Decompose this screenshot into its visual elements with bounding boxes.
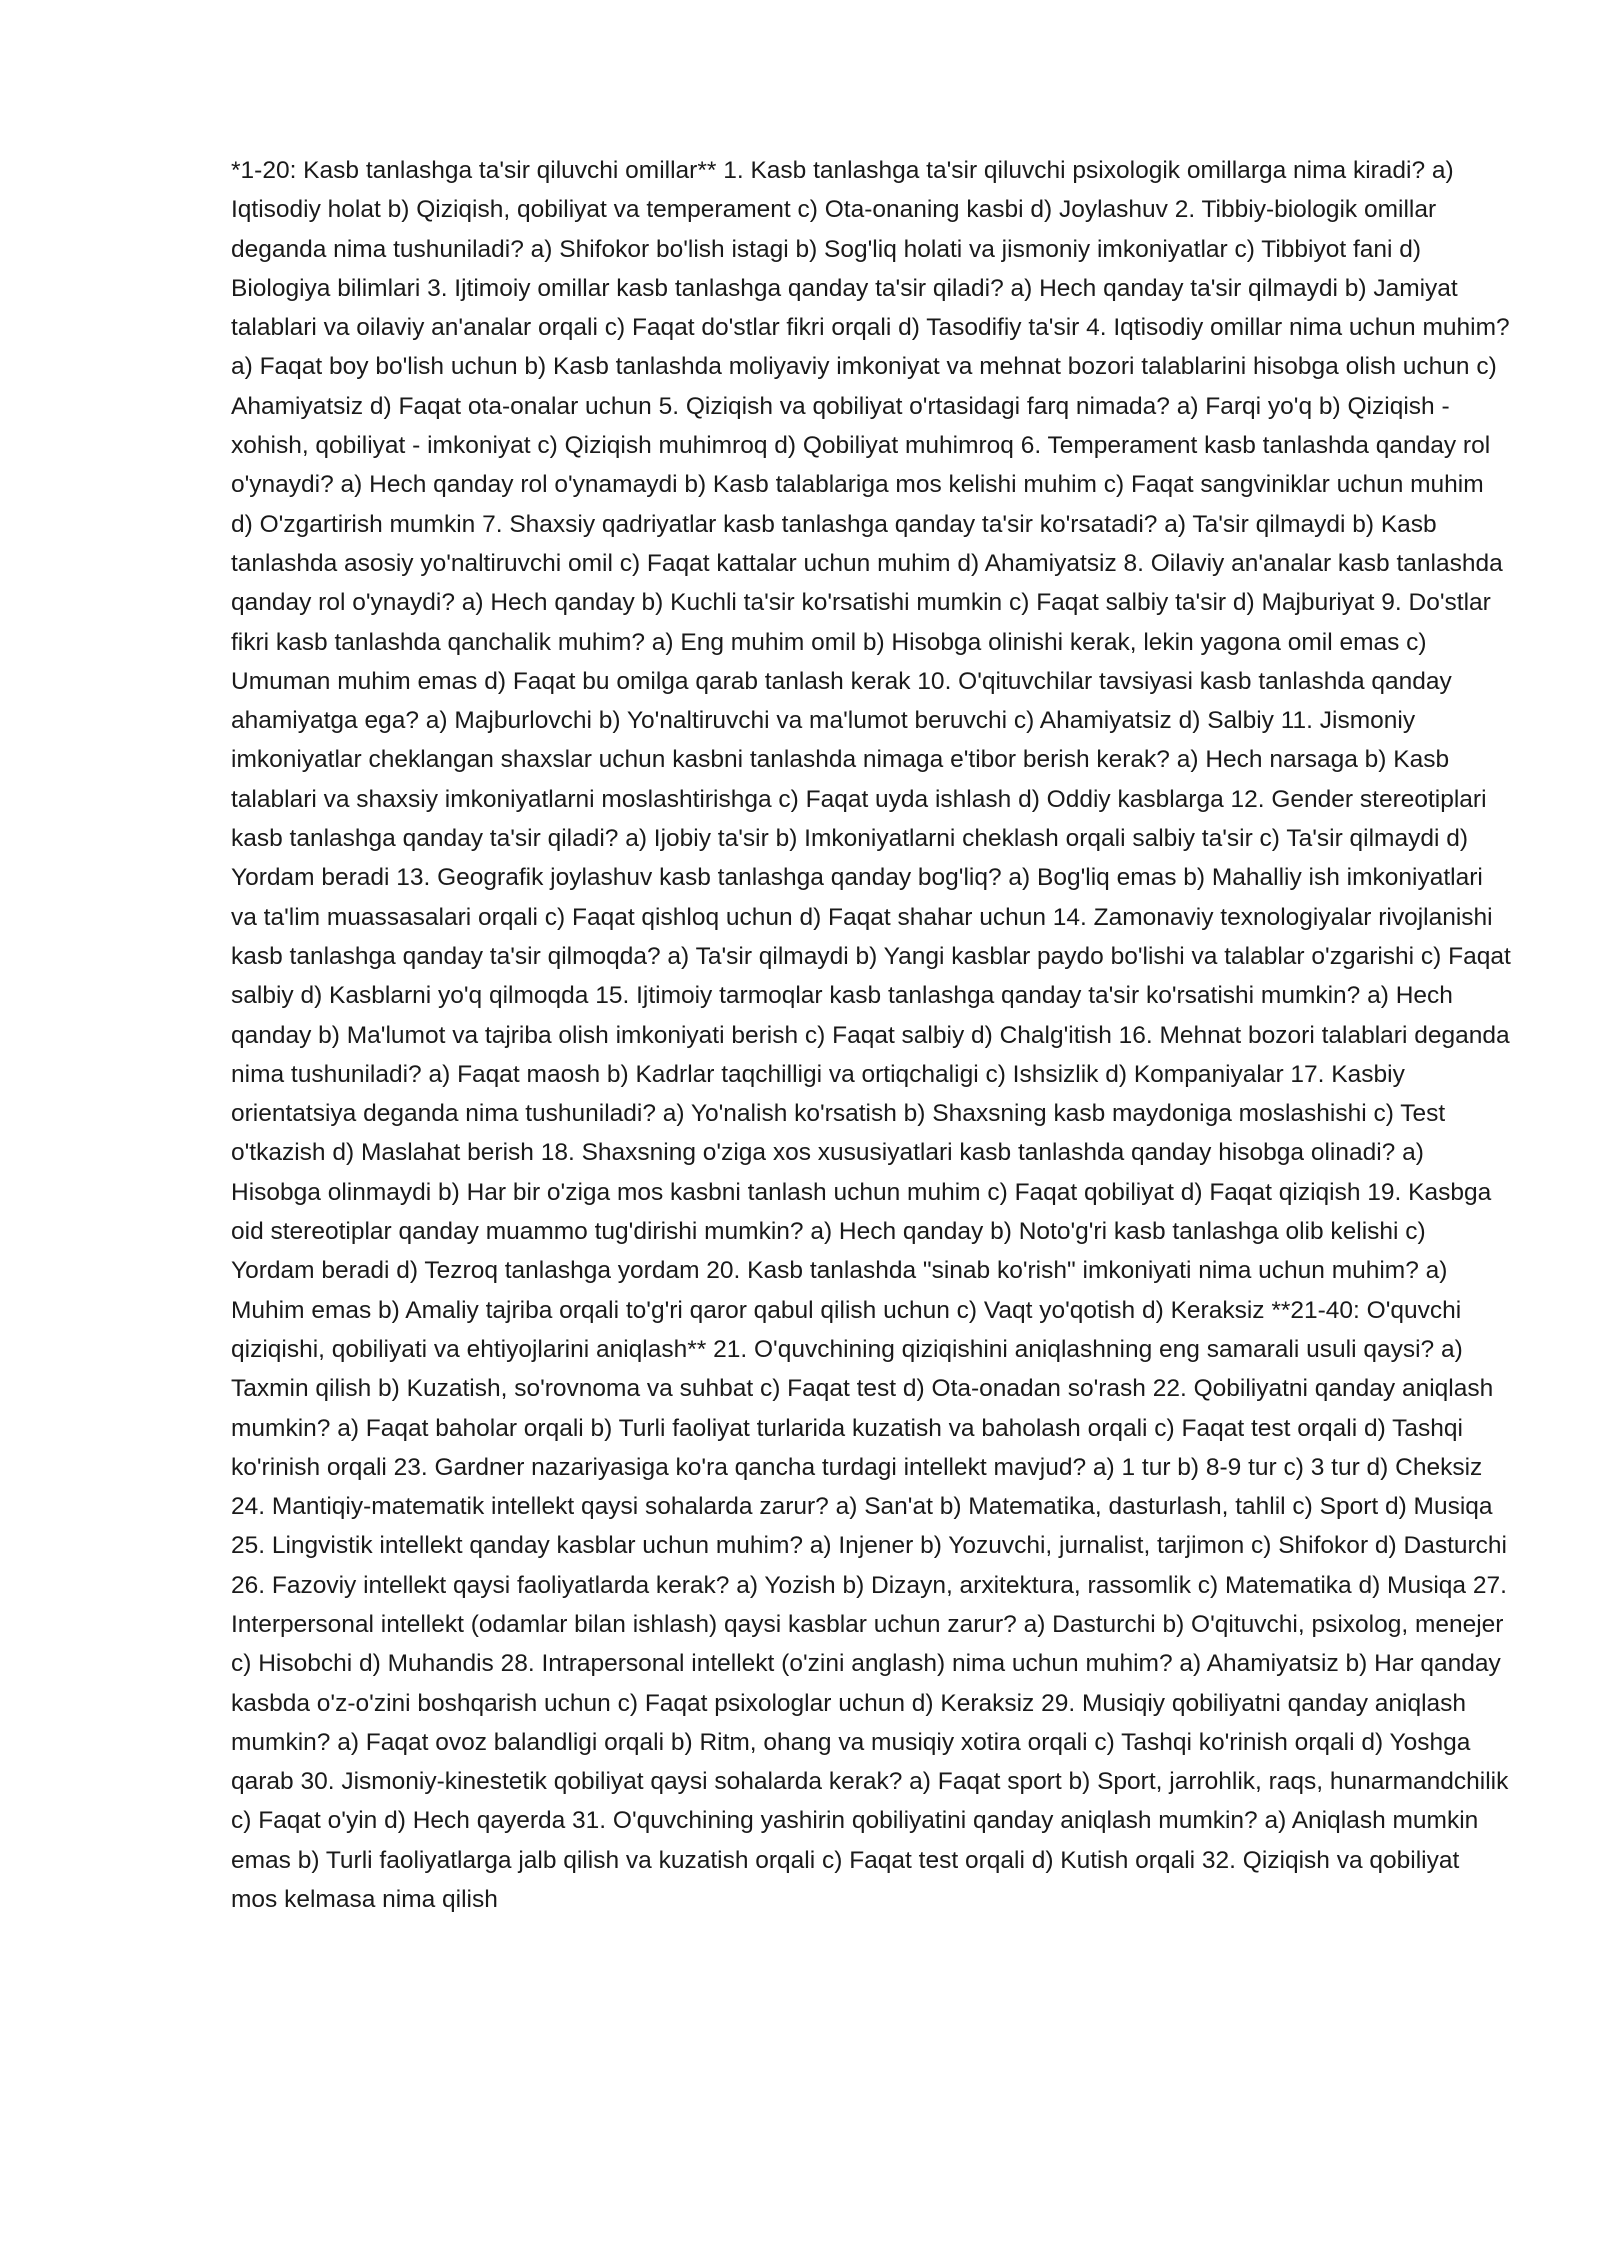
document-body-text: *1-20: Kasb tanlashga ta'sir qiluvchi omillar** 1. Kasb tanlashga ta'sir qiluvchi psixologik omillarga nima kiradi? a) Iqtisodiy holat b) Qiziqish, qobiliyat va temperament c) Ota-onaning kasbi d) Joylashuv 2. Tibbiy-biologik omillar deganda nima tushuniladi? a) Shifokor bo'lish istagi b) Sog'liq holati va jismoniy imkoniyatlar c) Tibbiyot fani d) Biologiya bilimlari 3. Ijtimoiy omillar kasb tanlashga qanday ta'sir qiladi? a) Hech qanday ta'sir qilmaydi b) Jamiyat talablari va oilaviy an'analar orqali c) Faqat do'stlar fikri orqali d) Tasodifiy ta'sir 4. Iqtisodiy omillar nima uchun muhim? a) Faqat boy bo'lish uchun b) Kasb tanlashda moliyaviy imkoniyat va mehnat bozori talablarini hisobga olish uchun c) Ahamiyatsiz d) Faqat ota-onalar uchun 5. Qiziqish va qobiliyat o'rtasidagi farq nimada? a) Farqi yo'q b) Qiziqish - xohish, qobiliyat - imkoniyat c) Qiziqish muhimroq d) Qobiliyat muhimroq 6. Temperament kasb tanlashda qanday rol o'ynaydi? a) Hech qanday rol o'ynamaydi b) Kasb talablariga mos kelishi muhim c) Faqat sangviniklar uchun muhim d) O'zgartirish mumkin 7. Shaxsiy qadriyatlar kasb tanlashga qanday ta'sir ko'rsatadi? a) Ta'sir qilmaydi b) Kasb tanlashda asosiy yo'naltiruvchi omil c) Faqat kattalar uchun muhim d) Ahamiyatsiz 8. Oilaviy an'analar kasb tanlashda qanday rol o'ynaydi? a) Hech qanday b) Kuchli ta'sir ko'rsatishi mumkin c) Faqat salbiy ta'sir d) Majburiyat 9. Do'stlar fikri kasb tanlashda qanchalik muhim? a) Eng muhim omil b) Hisobga olinishi kerak, lekin yagona omil emas c) Umuman muhim emas d) Faqat bu omilga qarab tanlash kerak 10. O'qituvchilar tavsiyasi kasb tanlashda qanday ahamiyatga ega? a) Majburlovchi b) Yo'naltiruvchi va ma'lumot beruvchi c) Ahamiyatsiz d) Salbiy 11. Jismoniy imkoniyatlar cheklangan shaxslar uchun kasbni tanlashda nimaga e'tibor berish kerak? a) Hech narsaga b) Kasb talablari va shaxsiy imkoniyatlarni moslashtirishga c) Faqat uyda ishlash d) Oddiy kasblarga 12. Gender stereotiplari kasb tanlashga qanday ta'sir qiladi? a) Ijobiy ta'sir b) Imkoniyatlarni cheklash orqali salbiy ta'sir c) Ta'sir qilmaydi d) Yordam beradi 13. Geografik joylashuv kasb tanlashga qanday bog'liq? a) Bog'liq emas b) Mahalliy ish imkoniyatlari va ta'lim muassasalari orqali c) Faqat qishloq uchun d) Faqat shahar uchun 14. Zamonaviy texnologiyalar rivojlanishi kasb tanlashga qanday ta'sir qilmoqda? a) Ta'sir qilmaydi b) Yangi kasblar paydo bo'lishi va talablar o'zgarishi c) Faqat salbiy d) Kasblarni yo'q qilmoqda 15. Ijtimoiy tarmoqlar kasb tanlashga qanday ta'sir ko'rsatishi mumkin? a) Hech qanday b) Ma'lumot va tajriba olish imkoniyati berish c) Faqat salbiy d) Chalg'itish 16. Mehnat bozori talablari deganda nima tushuniladi? a) Faqat maosh b) Kadrlar taqchilligi va ortiqchaligi c) Ishsizlik d) Kompaniyalar 17. Kasbiy orientatsiya deganda nima tushuniladi? a) Yo'nalish ko'rsatish b) Shaxsning kasb maydoniga moslashishi c) Test o'tkazish d) Maslahat berish 18. Shaxsning o'ziga xos xususiyatlari kasb tanlashda qanday hisobga olinadi? a) Hisobga olinmaydi b) Har bir o'ziga mos kasbni tanlash uchun muhim c) Faqat qobiliyat d) Faqat qiziqish 19. Kasbga oid stereotiplar qanday muammo tug'dirishi mumkin? a) Hech qanday b) Noto'g'ri kasb tanlashga olib kelishi c) Yordam beradi d) Tezroq tanlashga yordam 20. Kasb tanlashda "sinab ko'rish" imkoniyati nima uchun muhim? a) Muhim emas b) Amaliy tajriba orqali to'g'ri qaror qabul qilish uchun c) Vaqt yo'qotish d) Keraksiz **21-40: O'quvchi qiziqishi, qobiliyati va ehtiyojlarini aniqlash** 21. O'quvchining qiziqishini aniqlashning eng samarali usuli qaysi? a) Taxmin qilish b) Kuzatish, so'rovnoma va suhbat c) Faqat test d) Ota-onadan so'rash 22. Qobiliyatni qanday aniqlash mumkin? a) Faqat baholar orqali b) Turli faoliyat turlarida kuzatish va baholash orqali c) Faqat test orqali d) Tashqi ko'rinish orqali 23. Gardner nazariyasiga ko'ra qancha turdagi intellekt mavjud? a) 1 tur b) 8-9 tur c) 3 tur d) Cheksiz 24. Mantiqiy-matematik intellekt qaysi sohalarda zarur? a) San'at b) Matematika, dasturlash, tahlil c) Sport d) Musiqa 25. Lingvistik intellekt qanday kasblar uchun muhim? a) Injener b) Yozuvchi, jurnalist, tarjimon c) Shifokor d) Dasturchi 26. Fazoviy intellekt qaysi faoliyatlarda kerak? a) Yozish b) Dizayn, arxitektura, rassomlik c) Matematika d) Musiqa 27. Interpersonal intellekt (odamlar bilan ishlash) qaysi kasblar uchun zarur? a) Dasturchi b) O'qituvchi, psixolog, menejer c) Hisobchi d) Muhandis 28. Intrapersonal intellekt (o'zini anglash) nima uchun muhim? a) Ahamiyatsiz b) Har qanday kasbda o'z-o'zini boshqarish uchun c) Faqat psixologlar uchun d) Keraksiz 29. Musiqiy qobiliyatni qanday aniqlash mumkin? a) Faqat ovoz balandligi orqali b) Ritm, ohang va musiqiy xotira orqali c) Tashqi ko'rinish orqali d) Yoshga qarab 30. Jismoniy-kinestetik qobiliyat qaysi sohalarda kerak? a) Faqat sport b) Sport, jarrohlik, raqs, hunarmandchilik c) Faqat o'yin d) Hech qayerda 31. O'quvchining yashirin qobiliyatini qanday aniqlash mumkin? a) Aniqlash mumkin emas b) Turli faoliyatlarga jalb qilish va kuzatish orqali c) Faqat test orqali d) Kutish orqali 32. Qiziqish va qobiliyat mos kelmasa nima qilish — [231, 157, 1511, 1914]
